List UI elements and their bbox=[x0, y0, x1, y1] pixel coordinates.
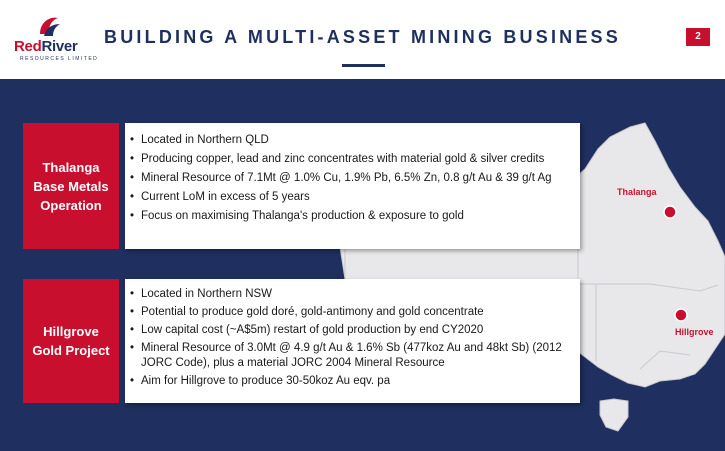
hillgrove-label-box bbox=[23, 279, 119, 403]
list-item: • Focus on maximising Thalanga's production & exposure to gold bbox=[141, 209, 572, 224]
list-item: • Current LoM in excess of 5 years bbox=[141, 190, 572, 205]
list-item: • Producing copper, lead and zinc concentrates with material gold & silver credits bbox=[141, 152, 572, 167]
main-panel bbox=[0, 79, 725, 451]
list-item: • Aim for Hillgrove to produce 30-50koz Au eqv. pa bbox=[141, 374, 572, 389]
thalanga-label-line: Operation bbox=[40, 197, 102, 213]
list-item: • Potential to produce gold doré, gold-antimony and gold concentrate bbox=[141, 305, 572, 320]
hillgrove-bullet-list bbox=[125, 279, 580, 389]
thalanga-bullet-list bbox=[125, 123, 580, 224]
list-item: • Mineral Resource of 3.0Mt @ 4.9 g/t Au & 1.6% Sb (477koz Au and 48kt Sb) (2012 JORC Code), plus a material JORC 2004 Mineral Resource bbox=[141, 341, 572, 371]
page-number-badge: 2 bbox=[686, 28, 710, 46]
thalanga-map-label: Thalanga bbox=[617, 187, 657, 197]
thalanga-content-box bbox=[125, 123, 580, 249]
list-item: • Located in Northern NSW bbox=[141, 287, 572, 302]
logo-subtitle: RESOURCES LIMITED bbox=[20, 56, 99, 62]
header bbox=[0, 0, 725, 79]
page-title: BUILDING A MULTI-ASSET MINING BUSINESS bbox=[104, 27, 621, 47]
thalanga-label-box bbox=[23, 123, 119, 249]
map-tasmania bbox=[600, 399, 628, 431]
title-underline bbox=[342, 64, 385, 67]
hillgrove-content-box bbox=[125, 279, 580, 403]
list-item: • Located in Northern QLD bbox=[141, 133, 572, 148]
hillgrove-label-line: Hillgrove bbox=[43, 324, 99, 339]
thalanga-label-line: Base Metals bbox=[33, 178, 109, 194]
hillgrove-map-label: Hillgrove bbox=[675, 327, 714, 337]
list-item: • Low capital cost (~A$5m) restart of gold production by end CY2020 bbox=[141, 323, 572, 338]
thalanga-marker-icon bbox=[664, 206, 676, 218]
logo-wordmark: RedRiver bbox=[14, 38, 78, 55]
hillgrove-marker-icon bbox=[675, 309, 687, 321]
hillgrove-label-line: Gold Project bbox=[32, 343, 110, 358]
list-item: • Mineral Resource of 7.1Mt @ 1.0% Cu, 1.9% Pb, 6.5% Zn, 0.8 g/t Au & 39 g/t Ag bbox=[141, 171, 572, 186]
thalanga-label-line: Thalanga bbox=[42, 159, 100, 175]
